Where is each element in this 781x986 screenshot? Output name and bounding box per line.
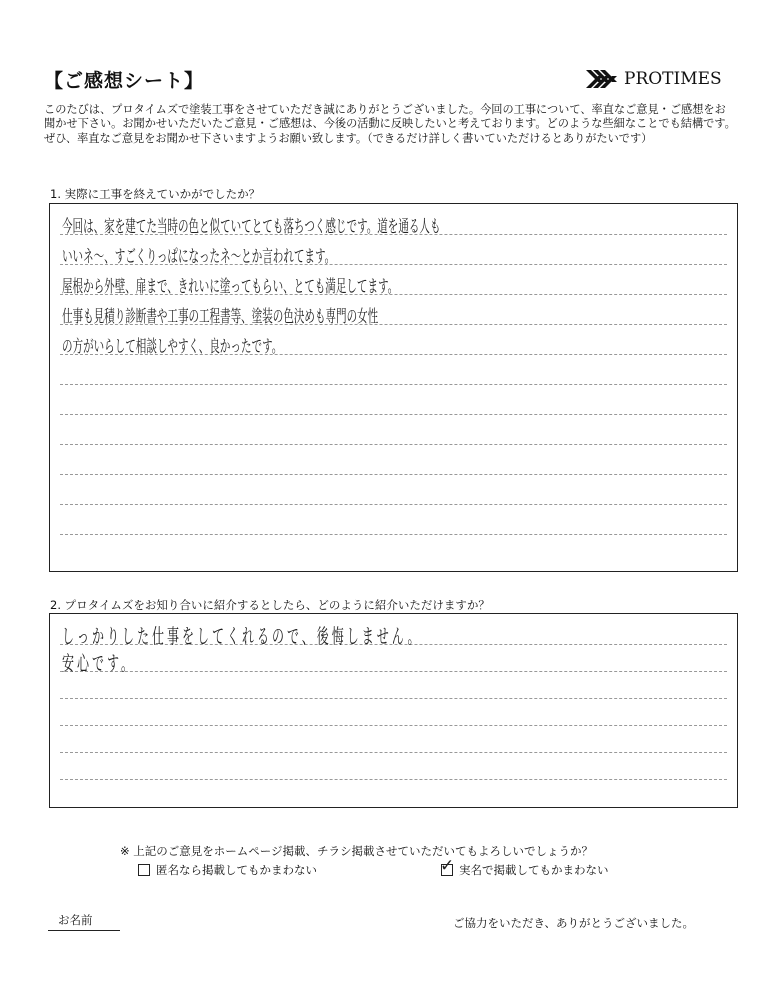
option-anonymous-label: 匿名なら掲載してもかまわない bbox=[156, 863, 317, 877]
sheet-title: 【ご感想シート】 bbox=[44, 70, 205, 92]
name-field-label: お名前 bbox=[58, 913, 93, 927]
protimes-logo-icon bbox=[584, 66, 620, 92]
answer-1-line-2: いいネ〜、すごくりっぱになったネ〜とか言われてます。 bbox=[62, 247, 336, 267]
answer-1-line-4: 仕事も見積り診断書や工事の工程書等、塗装の色決めも専門の女性 bbox=[62, 307, 379, 327]
option-realname[interactable] bbox=[440, 856, 609, 878]
option-realname-label: 実名で掲載してもかまわない bbox=[459, 863, 609, 877]
realname-checkbox[interactable] bbox=[440, 856, 455, 876]
answer-2-line-2: 安心です。 bbox=[62, 651, 137, 675]
option-anonymous[interactable] bbox=[138, 862, 317, 878]
anonymous-checkbox[interactable] bbox=[138, 864, 150, 876]
question-1-answer-box[interactable] bbox=[49, 203, 738, 572]
publish-consent-note: ※ 上記のご意見をホームページ掲載、チラシ掲載させていただいてもよろしいでしょうか？ bbox=[120, 844, 594, 858]
answer-1-line-5: の方がいらして相談しやすく、良かったです。 bbox=[62, 337, 283, 357]
check-mark-icon: ✓ bbox=[440, 856, 455, 876]
thanks-message: ご協力をいただき、ありがとうございました。 bbox=[453, 916, 695, 930]
protimes-logo bbox=[584, 66, 722, 92]
answer-2-line-1: しっかりした仕事をしてくれるので、後悔しません。 bbox=[62, 624, 423, 648]
answer-1-line-1: 今回は、家を建てた当時の色と似ていてとても落ちつく感じです。道を通る人も bbox=[62, 217, 441, 237]
name-field-line[interactable] bbox=[48, 930, 120, 931]
answer-1-line-3: 屋根から外壁、扉まで、きれいに塗ってもらい、とても満足してます。 bbox=[62, 277, 399, 297]
intro-text: このたびは、プロタイムズで塗装工事をさせていただき誠にありがとうございました。今回の工事について、率直なご意見・ご感想をお聞かせ下さい。お聞かせいただいたご意見・ご感想は、今後の活動に反映したいと考えております。どのような些細なことでも結構です。ぜひ、率直なご意見をお聞かせ下さいますようお願い致します。（できるだけ詳しく書いていただけるとありがたいです） bbox=[44, 103, 736, 145]
question-1-label: 1. 実際に工事を終えていかがでしたか？ bbox=[50, 187, 261, 201]
logo-text: PROTIMES bbox=[624, 69, 722, 89]
question-2-label: 2. プロタイムズをお知り合いに紹介するとしたら、どのように紹介いただけますか？ bbox=[50, 598, 490, 612]
question-2-answer-box[interactable] bbox=[49, 613, 738, 808]
